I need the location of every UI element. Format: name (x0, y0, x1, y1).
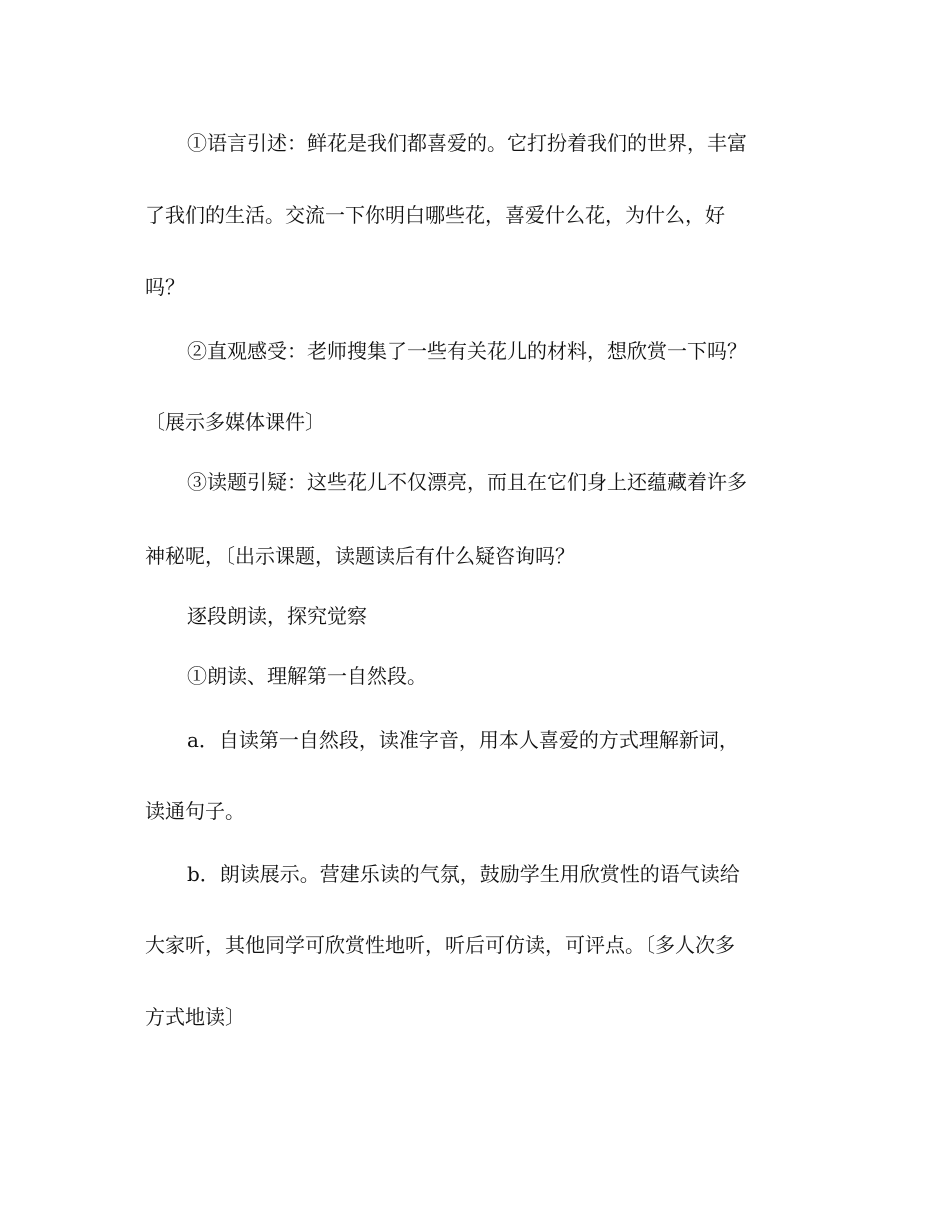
paragraph-line: ①朗读、理解第一自然段。 (187, 664, 427, 688)
paragraph-line: 了我们的生活。交流一下你明白哪些花，喜爱什么花，为什么，好 (145, 203, 725, 227)
paragraph-line: b．朗读展示。营建乐读的气氛，鼓励学生用欣赏性的语气读给 (187, 862, 740, 886)
paragraph-line: ③读题引疑：这些花儿不仅漂亮，而且在它们身上还蕴藏着许多 (187, 470, 747, 494)
paragraph-line: a．自读第一自然段，读准字音，用本人喜爱的方式理解新词， (187, 728, 739, 752)
paragraph-line: 读通句子。 (145, 799, 245, 823)
paragraph-line: 方式地读〕 (145, 1005, 245, 1029)
paragraph-line: 神秘呢，〔出示课题，读题读后有什么疑咨询吗？ (145, 544, 575, 568)
paragraph-line: ①语言引述：鲜花是我们都喜爱的。它打扮着我们的世界，丰富 (187, 131, 747, 155)
paragraph-line: 〔展示多媒体课件〕 (145, 410, 325, 434)
paragraph-line: 吗？ (145, 275, 185, 299)
section-heading: 逐段朗读，探究觉察 (187, 604, 367, 628)
paragraph-line: 大家听，其他同学可欣赏性地听，听后可仿读，可评点。〔多人次多 (145, 933, 735, 957)
paragraph-line: ②直观感受：老师搜集了一些有关花儿的材料，想欣赏一下吗？ (187, 339, 747, 363)
